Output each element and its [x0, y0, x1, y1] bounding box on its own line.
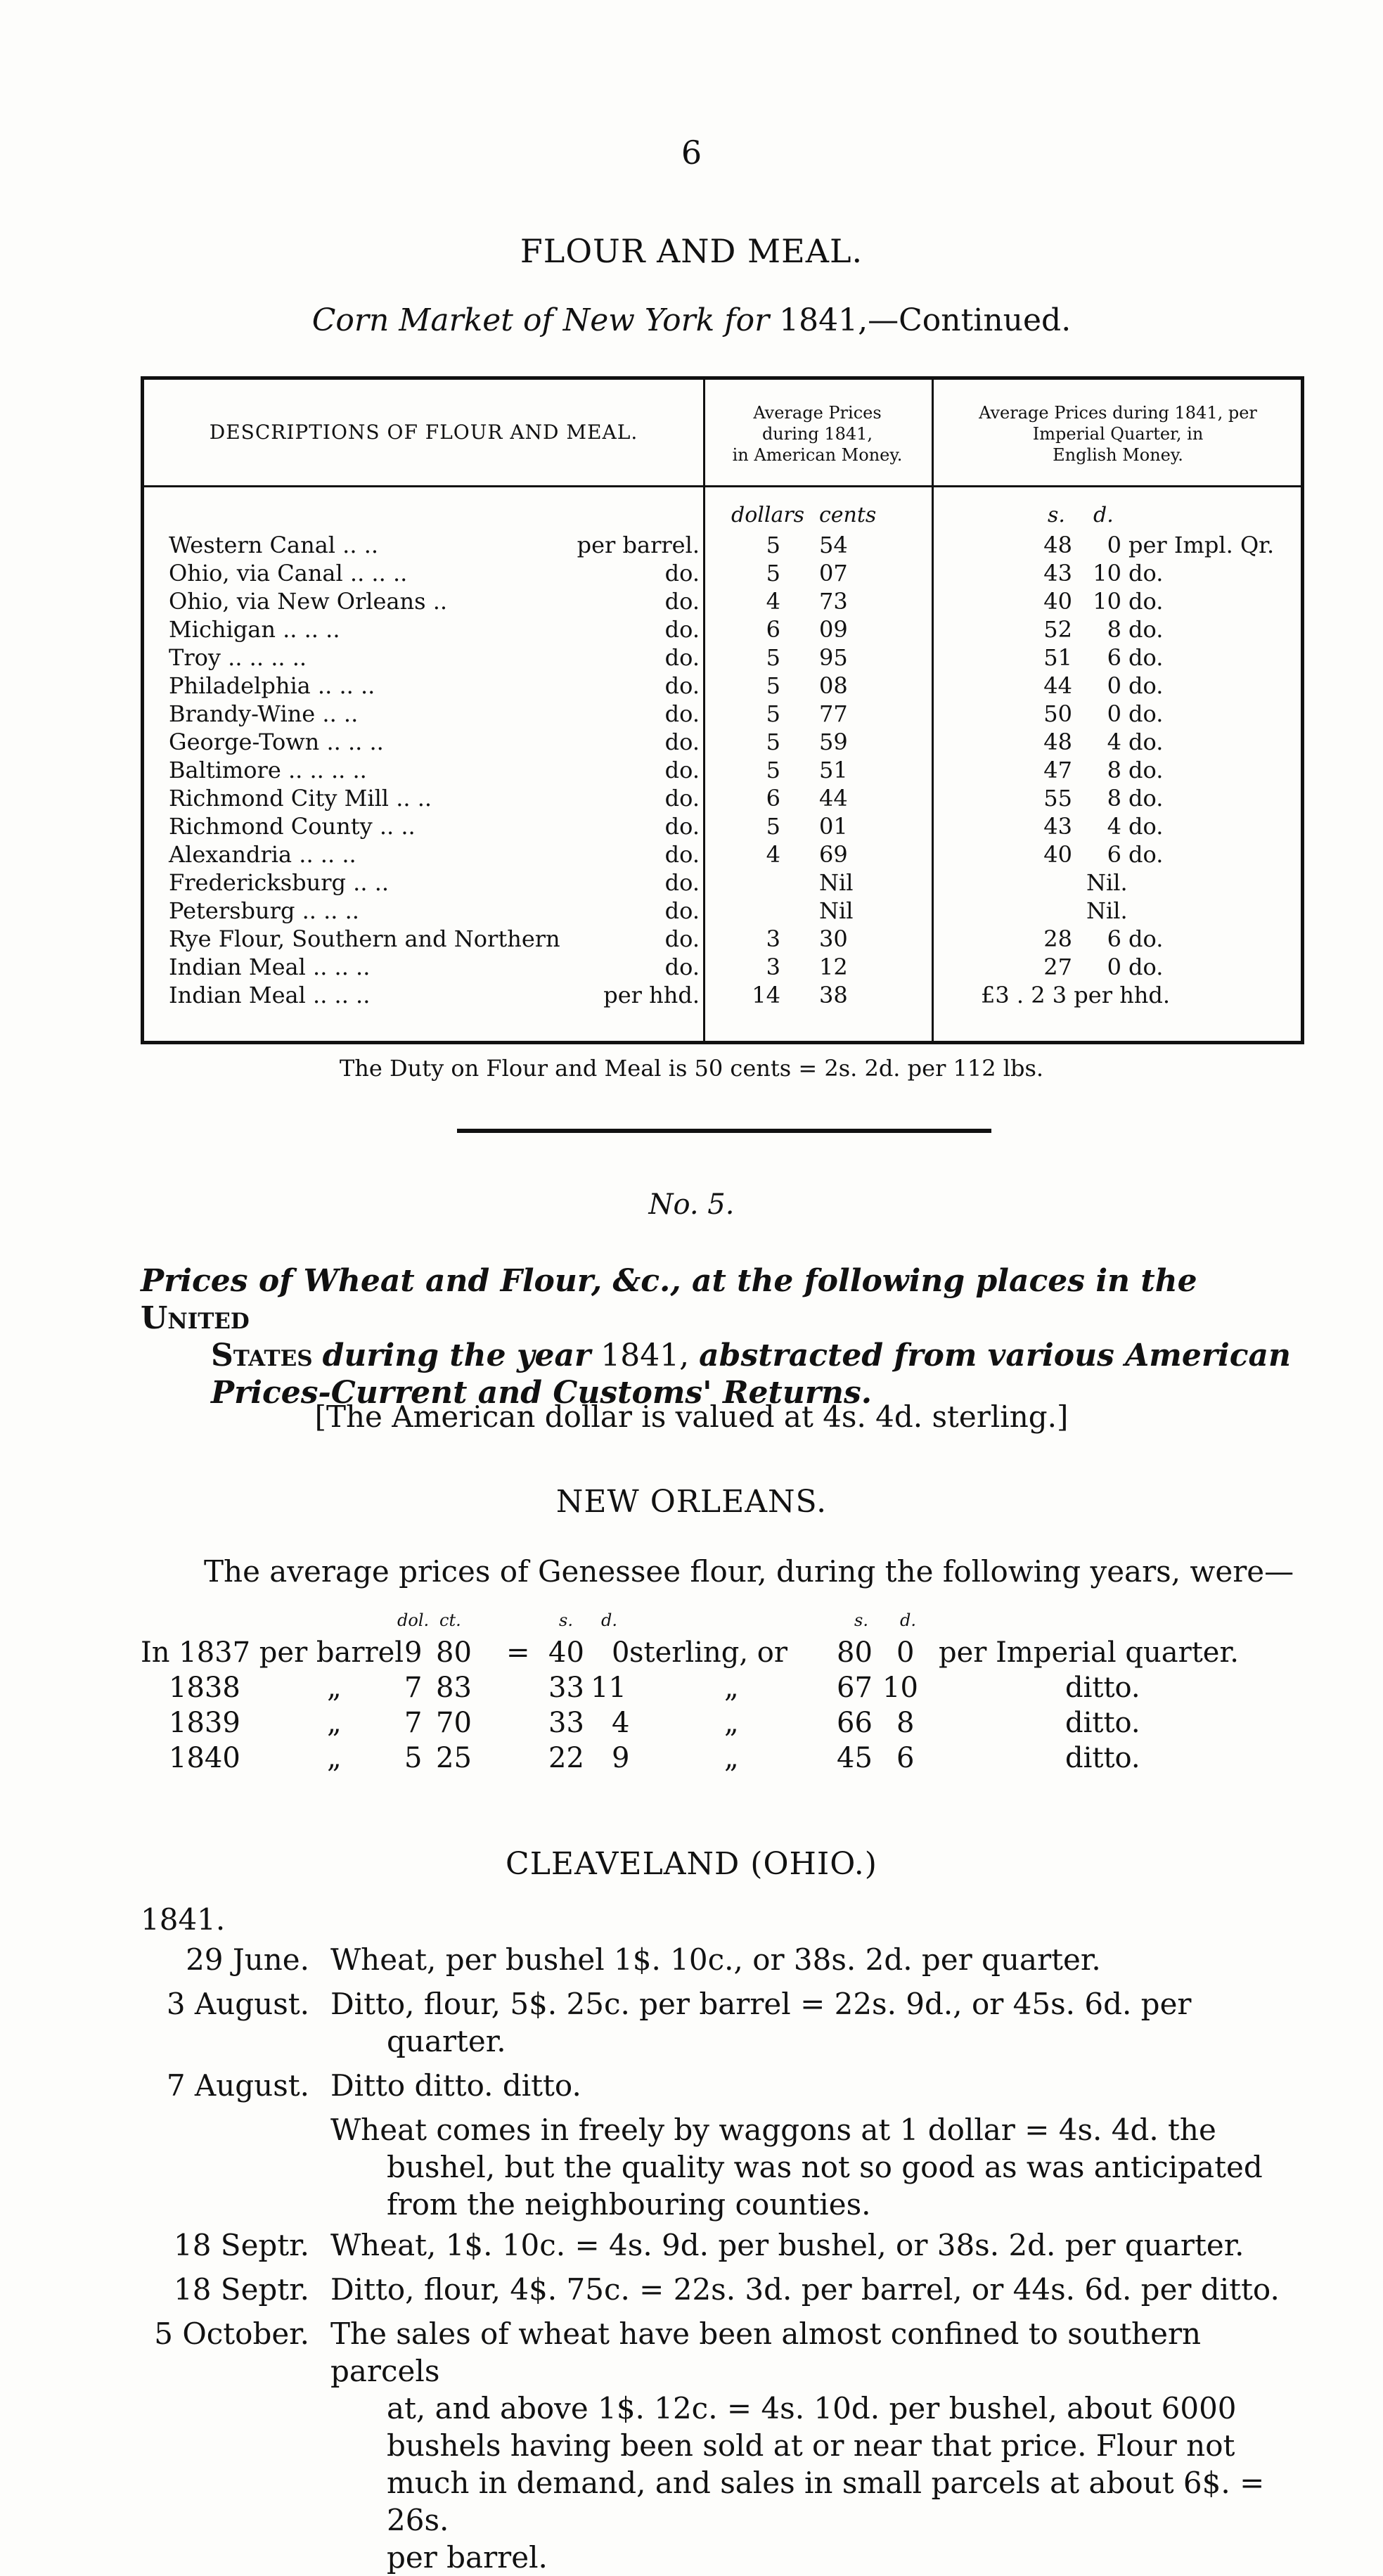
row-per: do.: [1128, 841, 1164, 868]
table-row: [144, 756, 1301, 784]
row-dollars: 5: [766, 757, 780, 783]
row-cents: 30: [819, 925, 848, 952]
table-row: [144, 672, 1301, 700]
row-description: Troy .. .. .. ..: [169, 644, 307, 671]
row-shillings: 47: [1043, 757, 1072, 783]
entry-line: Ditto, flour, 4$. 75c. = 22s. 3d. per barrel, or 44s. 6d. per ditto.: [330, 2272, 1280, 2307]
header-american-line: Average Prices: [753, 403, 882, 423]
unit-d: d.: [601, 1610, 617, 1630]
row-shillings: 40: [1043, 588, 1072, 615]
row-description: Indian Meal .. .. ..: [169, 982, 371, 1008]
mid-text: „: [724, 1707, 739, 1739]
mid-text: „: [724, 1742, 739, 1774]
header-american-line: in American Money.: [732, 445, 903, 465]
row-dollars: 4: [766, 588, 780, 615]
equals-sign: =: [506, 1636, 530, 1669]
quarter-shillings: 45: [837, 1742, 873, 1774]
row-description: Alexandria .. .. ..: [169, 841, 356, 868]
page-number: 6: [681, 134, 702, 172]
row-unit: do.: [664, 757, 700, 783]
prices-heading-line1: [141, 1262, 1301, 1337]
subtitle-italic: Corn Market of New York for: [311, 302, 770, 338]
unit-ct: ct.: [439, 1610, 461, 1630]
row-shillings: 44: [1043, 672, 1072, 699]
row-cents: 73: [819, 588, 848, 615]
row-dollars: 14: [752, 982, 780, 1008]
row-pence: 8: [1107, 616, 1121, 643]
price-pence: 4: [612, 1707, 630, 1739]
row-unit: do.: [664, 729, 700, 755]
header-english: [932, 402, 1304, 466]
price-pence: 0: [612, 1636, 630, 1669]
row-description: Ohio, via New Orleans ..: [169, 588, 448, 615]
table-row: [144, 531, 1301, 559]
table-row: [144, 615, 1301, 643]
row-cents: 51: [819, 757, 848, 783]
row-per: do.: [1128, 700, 1164, 727]
row-description: Fredericksburg .. ..: [169, 869, 390, 896]
row-dollars: 5: [766, 560, 780, 587]
row-pence: 6: [1107, 841, 1121, 868]
row-unit: do.: [664, 954, 700, 980]
unit-s: s.: [559, 1610, 573, 1630]
row-per: do.: [1128, 925, 1164, 952]
row-pence: 8: [1107, 757, 1121, 783]
entry-line: much in demand, and sales in small parcels at about 6$. = 26s.: [387, 2466, 1265, 2537]
row-per: do.: [1128, 560, 1164, 587]
dollar-note: [The American dollar is valued at 4s. 4d. sterling.]: [314, 1399, 1069, 1434]
row-per: do.: [1128, 757, 1164, 783]
row-pence: 10: [1093, 588, 1121, 615]
row-per: do.: [1128, 616, 1164, 643]
entry-line: Ditto, flour, 5$. 25c. per barrel = 22s. 9d., or 45s. 6d. per: [330, 1987, 1192, 2021]
row-unit: do.: [664, 560, 700, 587]
row-pound-price: £3 . 2 3 per hhd.: [981, 982, 1171, 1008]
row-unit: do.: [664, 897, 700, 924]
entry-line: bushels having been sold at or near that price. Flour not: [387, 2428, 1235, 2463]
table-row: [144, 981, 1301, 1009]
row-description: Philadelphia .. .. ..: [169, 672, 375, 699]
ditto-mark: „: [327, 1707, 342, 1739]
row-dollars: 5: [766, 672, 780, 699]
price-dollars: 5: [404, 1742, 423, 1774]
price-cents: 80: [436, 1636, 472, 1669]
price-dollars: 7: [404, 1707, 423, 1739]
unit-shillings: s.: [1048, 503, 1065, 527]
mid-text: „: [724, 1672, 739, 1704]
row-description: Michigan .. .. ..: [169, 616, 340, 643]
table-row: [144, 840, 1301, 869]
entry-line: Wheat, per bushel 1$. 10c., or 38s. 2d. per quarter.: [330, 1942, 1101, 1977]
row-dollars: 5: [766, 644, 780, 671]
price-cents: 70: [436, 1707, 472, 1739]
cleaveland-year: 1841.: [141, 1902, 226, 1937]
row-shillings: 50: [1043, 700, 1072, 727]
header-english-line: Average Prices during 1841, per: [979, 403, 1257, 423]
row-unit: do.: [664, 672, 700, 699]
table-row: [144, 869, 1301, 897]
row-shillings: 55: [1043, 785, 1072, 812]
row-cents: 08: [819, 672, 848, 699]
entry-line: quarter.: [387, 2024, 506, 2058]
row-shillings: 43: [1043, 813, 1072, 840]
prices-heading-italic: Prices-Current and Customs' Returns.: [211, 1375, 873, 1411]
table-row: [144, 897, 1301, 925]
quarter-shillings: 66: [837, 1707, 873, 1739]
row-shillings: 52: [1043, 616, 1072, 643]
table-row: [144, 953, 1301, 981]
row-pence: 4: [1107, 729, 1121, 755]
price-dollars: 7: [404, 1672, 423, 1704]
entry-date: 5 October.: [154, 2317, 309, 2351]
row-pence: 0: [1107, 532, 1121, 558]
row-dollars: 5: [766, 700, 780, 727]
row-unit: do.: [664, 813, 700, 840]
price-shillings: 33: [548, 1672, 584, 1704]
entry-line: from the neighbouring counties.: [387, 2187, 871, 2222]
row-cents: 95: [819, 644, 848, 671]
row-cents: 01: [819, 813, 848, 840]
row-english-nil: Nil.: [1086, 869, 1128, 896]
row-cents: 77: [819, 700, 848, 727]
row-dollars: 5: [766, 729, 780, 755]
quarter-shillings: 80: [837, 1636, 873, 1669]
entry-date: 29 June.: [186, 1942, 309, 1977]
new-orleans-row: [0, 1705, 1383, 1741]
entry-line: Wheat, 1$. 10c. = 4s. 9d. per bushel, or 38s. 2d. per quarter.: [330, 2228, 1244, 2262]
row-description: Western Canal .. ..: [169, 532, 379, 558]
table-row: [144, 925, 1301, 953]
entry-date: 3 August.: [166, 1987, 309, 2021]
header-english-line: English Money.: [1053, 445, 1183, 465]
row-description: Ohio, via Canal .. .. ..: [169, 560, 408, 587]
row-description: Richmond County .. ..: [169, 813, 416, 840]
entry-text: [330, 1941, 1301, 1978]
header-divider: [144, 485, 1301, 487]
table-row: [144, 643, 1301, 672]
prices-heading-italic: abstracted from various American: [699, 1338, 1292, 1373]
row-per: do.: [1128, 672, 1164, 699]
quarter-pence: 8: [896, 1707, 915, 1739]
row-unit: do.: [664, 588, 700, 615]
quarter-pence: 10: [882, 1672, 918, 1704]
price-cents: 83: [436, 1672, 472, 1704]
row-shillings: 28: [1043, 925, 1072, 952]
unit-pence: d.: [1093, 503, 1114, 527]
table-row: [144, 700, 1301, 728]
row-pence: 0: [1107, 672, 1121, 699]
year-label: 1840: [169, 1742, 240, 1774]
row-cents: 69: [819, 841, 848, 868]
header-american: [703, 402, 932, 466]
duty-note: The Duty on Flour and Meal is 50 cents = 2s. 2d. per 112 lbs.: [339, 1055, 1044, 1082]
row-pence: 8: [1107, 785, 1121, 812]
row-shillings: 43: [1043, 560, 1072, 587]
row-shillings: 48: [1043, 729, 1072, 755]
unit-dol: dol.: [397, 1610, 430, 1630]
price-shillings: 33: [548, 1707, 584, 1739]
row-description: Brandy-Wine .. ..: [169, 700, 359, 727]
section-rule: [457, 1129, 991, 1133]
row-dollars: 5: [766, 813, 780, 840]
row-tail: ditto.: [1065, 1742, 1140, 1774]
row-cents: 12: [819, 954, 848, 980]
mid-text: sterling, or: [629, 1636, 787, 1669]
header-american-line: during 1841,: [761, 424, 873, 444]
price-dollars: 9: [404, 1636, 423, 1669]
entry-date: 7 August.: [166, 2068, 309, 2103]
row-dollars: 6: [766, 785, 780, 812]
row-per: do.: [1128, 954, 1164, 980]
row-tail: per Imperial quarter.: [939, 1636, 1239, 1669]
row-cents: 54: [819, 532, 848, 558]
entry-text: [330, 2271, 1301, 2308]
subtitle-year: 1841,: [779, 302, 868, 338]
row-description: Petersburg .. .. ..: [169, 897, 359, 924]
row-description: Rye Flour, Southern and Northern: [169, 925, 560, 952]
row-dollars: 5: [766, 532, 780, 558]
header-english-line: Imperial Quarter, in: [1032, 424, 1204, 444]
row-per: per Impl. Qr.: [1128, 532, 1275, 558]
row-pence: 6: [1107, 925, 1121, 952]
unit-dollars: dollars: [731, 503, 805, 527]
row-cents: 44: [819, 785, 848, 812]
row-pence: 6: [1107, 644, 1121, 671]
cleaveland-title: CLEAVELAND (OHIO.): [506, 1846, 877, 1882]
entry-date: 18 Septr.: [174, 2228, 309, 2262]
row-dollars: 4: [766, 841, 780, 868]
price-shillings: 22: [548, 1742, 584, 1774]
unit-cents: cents: [819, 503, 877, 527]
unit-s: s.: [854, 1610, 868, 1630]
year-label: In 1837 per barrel: [141, 1636, 404, 1669]
table-row: [144, 784, 1301, 812]
row-cents: 07: [819, 560, 848, 587]
section-title: FLOUR AND MEAL.: [520, 232, 863, 270]
subtitle-tail: —Continued.: [868, 302, 1072, 338]
entry-text: [330, 2315, 1301, 2576]
row-shillings: 51: [1043, 644, 1072, 671]
new-orleans-row: [0, 1741, 1383, 1776]
new-orleans-row: [0, 1635, 1383, 1670]
entry-text: [330, 2067, 1301, 2104]
table-number: No. 5.: [648, 1188, 735, 1221]
prices-heading-italic: Prices of Wheat and Flour, &c., at the following places in the: [141, 1263, 1197, 1299]
table-row: [144, 728, 1301, 756]
table-row: [144, 812, 1301, 840]
row-per: do.: [1128, 785, 1164, 812]
row-tail: ditto.: [1065, 1707, 1140, 1739]
row-unit: do.: [664, 925, 700, 952]
entry-line: Wheat comes in freely by waggons at 1 dollar = 4s. 4d. the: [330, 2113, 1216, 2147]
table-row: [144, 587, 1301, 615]
prices-heading-caps: United: [141, 1300, 250, 1336]
entry-text: [330, 1985, 1301, 2060]
row-pence: 4: [1107, 813, 1121, 840]
row-unit: per hhd.: [603, 982, 700, 1008]
quarter-pence: 6: [896, 1742, 915, 1774]
row-cents: 38: [819, 982, 848, 1008]
row-unit: do.: [664, 700, 700, 727]
entry-line: The sales of wheat have been almost confined to southern parcels: [330, 2317, 1202, 2388]
entry-line: per barrel.: [387, 2540, 548, 2575]
row-unit: do.: [664, 841, 700, 868]
row-description: Indian Meal .. .. ..: [169, 954, 371, 980]
row-shillings: 40: [1043, 841, 1072, 868]
row-unit: do.: [664, 644, 700, 671]
row-unit: do.: [664, 616, 700, 643]
row-unit: do.: [664, 869, 700, 896]
row-per: do.: [1128, 813, 1164, 840]
header-descriptions: DESCRIPTIONS OF FLOUR AND MEAL.: [209, 421, 638, 444]
prices-heading-line2: [141, 1337, 1301, 1374]
row-description: Baltimore .. .. .. ..: [169, 757, 367, 783]
unit-d: d.: [900, 1610, 916, 1630]
row-tail: ditto.: [1065, 1672, 1140, 1704]
prices-heading-italic: during the year: [322, 1338, 591, 1373]
ditto-mark: „: [327, 1742, 342, 1774]
row-pence: 0: [1107, 954, 1121, 980]
row-description: Richmond City Mill .. ..: [169, 785, 432, 812]
price-shillings: 40: [548, 1636, 584, 1669]
year-label: 1838: [169, 1672, 240, 1704]
row-nil: Nil: [819, 869, 854, 896]
price-cents: 25: [436, 1742, 472, 1774]
entry-line: at, and above 1$. 12c. = 4s. 10d. per bushel, about 6000: [387, 2391, 1237, 2426]
row-per: do.: [1128, 729, 1164, 755]
price-table: [141, 376, 1304, 1044]
prices-heading-year: 1841,: [600, 1338, 690, 1373]
row-dollars: 6: [766, 616, 780, 643]
row-dollars: 3: [766, 925, 780, 952]
row-pence: 10: [1093, 560, 1121, 587]
entry-line: bushel, but the quality was not so good as was anticipated: [387, 2150, 1263, 2184]
ditto-mark: „: [327, 1672, 342, 1704]
row-shillings: 48: [1043, 532, 1072, 558]
prices-heading: [141, 1262, 1301, 1411]
entry-line: Ditto ditto. ditto.: [330, 2068, 581, 2103]
row-description: George-Town .. .. ..: [169, 729, 384, 755]
quarter-pence: 0: [896, 1636, 915, 1669]
entry-text: [330, 2111, 1301, 2223]
price-pence: 9: [612, 1742, 630, 1774]
new-orleans-row: [0, 1670, 1383, 1705]
row-unit: per barrel.: [577, 532, 700, 558]
subtitle: [0, 302, 1383, 338]
table-row: [144, 559, 1301, 587]
row-pence: 0: [1107, 700, 1121, 727]
row-dollars: 3: [766, 954, 780, 980]
price-pence: 11: [591, 1672, 626, 1704]
row-cents: 09: [819, 616, 848, 643]
row-english-nil: Nil.: [1086, 897, 1128, 924]
quarter-shillings: 67: [837, 1672, 873, 1704]
entry-date: 18 Septr.: [174, 2272, 309, 2307]
new-orleans-lead: The average prices of Genessee flour, during the following years, were—: [204, 1554, 1294, 1589]
row-per: do.: [1128, 644, 1164, 671]
prices-heading-caps: States: [211, 1338, 313, 1373]
row-shillings: 27: [1043, 954, 1072, 980]
row-unit: do.: [664, 785, 700, 812]
entry-text: [330, 2226, 1301, 2264]
row-nil: Nil: [819, 897, 854, 924]
row-cents: 59: [819, 729, 848, 755]
new-orleans-title: NEW ORLEANS.: [555, 1484, 828, 1520]
year-label: 1839: [169, 1707, 240, 1739]
row-per: do.: [1128, 588, 1164, 615]
